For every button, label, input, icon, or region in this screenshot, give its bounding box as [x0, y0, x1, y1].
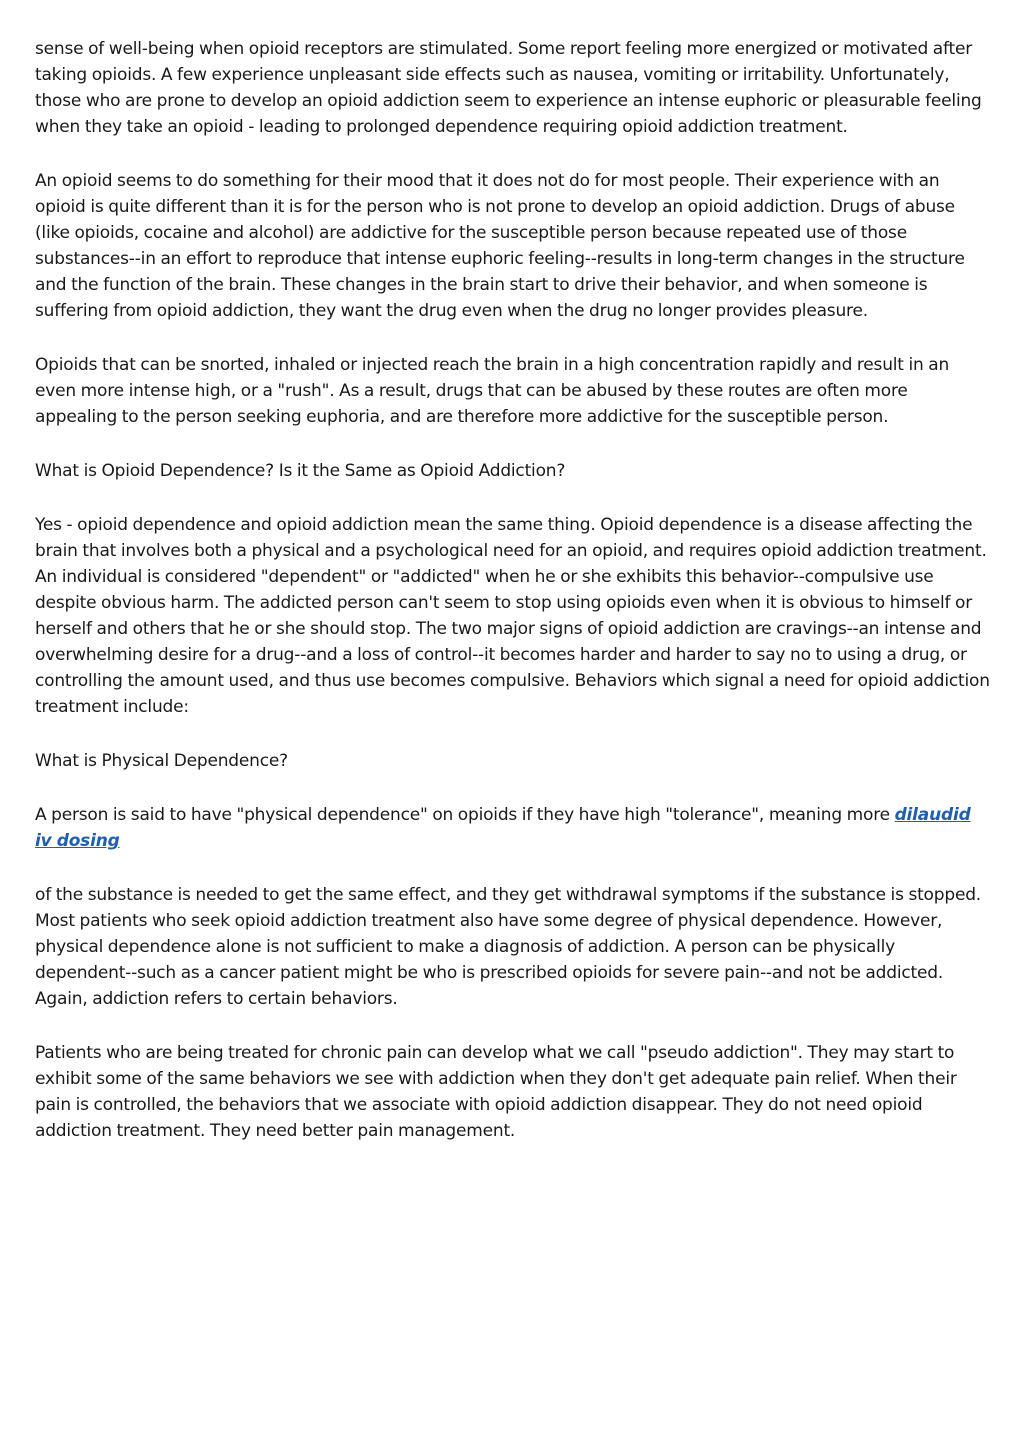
- paragraph-dependence-definition: Yes - opioid dependence and opioid addiction mean the same thing. Opioid dependence is a disease affecting the brain that involves both a physical and a psychological need for an opioid, and requires opioid addiction treatment. An individual is considered "dependent" or "addicted" when he or she exhibits this behavior--compulsive use despite obvious harm. The addicted person can't seem to stop using opioids even when it is obvious to himself or herself and others that he or she should stop. The two major signs of opioid addiction are cravings--an intense and overwhelming desire for a drug--and a loss of control--it becomes harder and harder to say no to using a drug, or controlling the amount used, and thus use becomes compulsive. Behaviors which signal a need for opioid addiction treatment include:: [35, 515, 990, 717]
- heading-physical-dependence: What is Physical Dependence?: [35, 751, 288, 771]
- dilaudid-link[interactable]: dilaudid iv dosing: [35, 805, 971, 851]
- paragraph-withdrawal: of the substance is needed to get the same effect, and they get withdrawal symptoms if the substance is stopped. Most patients who seek opioid addiction treatment also have some degree of physical dependence. However, physical dependence alone is not sufficient to make a diagnosis of addiction. A person can be physically dependent--such as a cancer patient might be who is prescribed opioids for severe pain--and not be addicted. Again, addiction refers to certain behaviors.: [35, 885, 981, 1009]
- paragraph-pseudo-addiction: Patients who are being treated for chronic pain can develop what we call "pseudo addiction". They may start to exhibit some of the same behaviors we see with addiction when they don't get adequate pain relief. When their pain is controlled, the behaviors that we associate with opioid addiction disappear. They do not need opioid addiction treatment. They need better pain management.: [35, 1043, 957, 1141]
- paragraph-mood: An opioid seems to do something for their mood that it does not do for most people. Their experience with an opioid is quite different than it is for the person who is not prone to develop an opioid addiction. Drugs of abuse (like opioids, cocaine and alcohol) are addictive for the susceptible person because repeated use of those substances--in an effort to reproduce that intense euphoric feeling--results in long-term changes in the structure and the function of the brain. These changes in the brain start to drive their behavior, and when someone is suffering from opioid addiction, they want the drug even when the drug no longer provides pleasure.: [35, 171, 965, 321]
- paragraph-routes: Opioids that can be snorted, inhaled or injected reach the brain in a high concentration rapidly and result in an even more intense high, or a "rush". As a result, drugs that can be abused by these routes are often more appealing to the person seeking euphoria, and are therefore more addictive for the susceptible person.: [35, 355, 950, 427]
- paragraph-tolerance-text: A person is said to have "physical dependence" on opioids if they have high "tolerance", meaning more: [35, 805, 895, 825]
- paragraph-tolerance: [35, 802, 990, 854]
- paragraph-wellbeing: sense of well-being when opioid receptors are stimulated. Some report feeling more energized or motivated after taking opioids. A few experience unpleasant side effects such as nausea, vomiting or irritability. Unfortunately, those who are prone to develop an opioid addiction seem to experience an intense euphoric or pleasurable feeling when they take an opioid - leading to prolonged dependence requiring opioid addiction treatment.: [35, 39, 982, 137]
- heading-opioid-dependence: What is Opioid Dependence? Is it the Same as Opioid Addiction?: [35, 461, 566, 481]
